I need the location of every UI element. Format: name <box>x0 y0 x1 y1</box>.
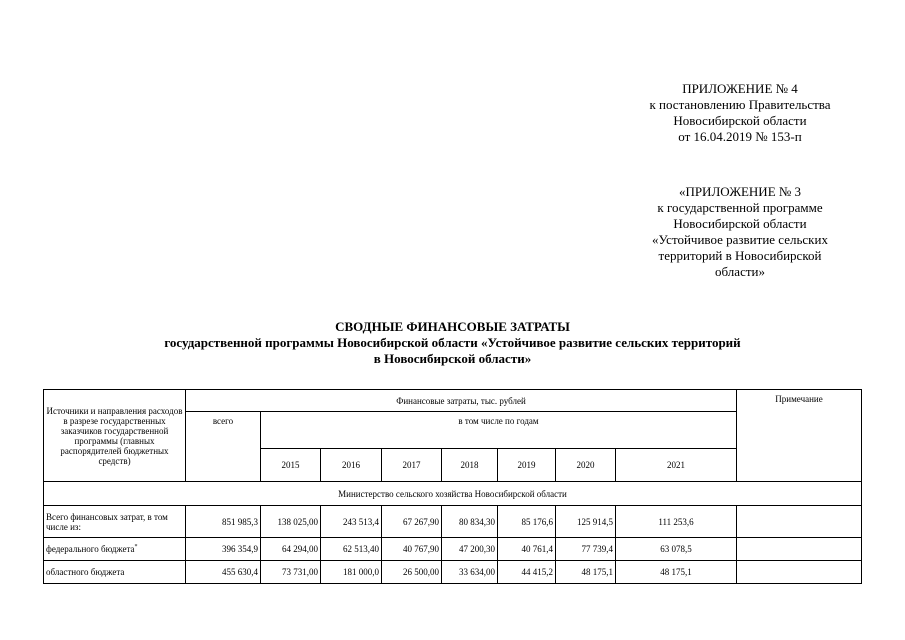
row-value: 48 175,1 <box>556 561 616 584</box>
title-line-3: в Новосибирской области» <box>373 351 532 366</box>
row-label-cell <box>44 538 186 561</box>
header-financial-costs: Финансовые затраты, тыс. рублей <box>186 390 737 412</box>
row-value: 40 761,4 <box>498 538 556 561</box>
header-year: 2020 <box>556 449 616 482</box>
row-value: 85 176,6 <box>498 506 556 538</box>
document-title <box>0 319 905 367</box>
row-value: 111 253,6 <box>616 506 737 538</box>
row-label: областного бюджета <box>44 561 186 584</box>
row-total: 851 985,3 <box>186 506 261 538</box>
row-value: 64 294,00 <box>261 538 321 561</box>
appendix-3-line-5: территорий в Новосибирской <box>658 248 822 263</box>
appendix-4-line-2: к постановлению Правительства <box>649 97 831 112</box>
table-row <box>44 561 862 584</box>
row-value: 26 500,00 <box>382 561 442 584</box>
row-value: 67 267,90 <box>382 506 442 538</box>
row-value: 73 731,00 <box>261 561 321 584</box>
header-note: Примечание <box>737 390 862 482</box>
header-year: 2015 <box>261 449 321 482</box>
row-value: 181 000,0 <box>321 561 382 584</box>
title-line-2: государственной программы Новосибирской области «Устойчивое развитие сельских территорий <box>164 335 741 350</box>
row-value: 44 415,2 <box>498 561 556 584</box>
row-value: 125 914,5 <box>556 506 616 538</box>
header-year: 2021 <box>616 449 737 482</box>
row-label: Всего финансовых затрат, в том числе из: <box>44 506 186 538</box>
row-value: 62 513,40 <box>321 538 382 561</box>
row-total: 455 630,4 <box>186 561 261 584</box>
row-note <box>737 538 862 561</box>
appendix-4-line-4: от 16.04.2019 № 153-п <box>678 129 802 144</box>
appendix-3-line-1: «ПРИЛОЖЕНИЕ № 3 <box>678 184 802 199</box>
row-value: 80 834,30 <box>442 506 498 538</box>
table-row <box>44 538 862 561</box>
appendix-3-line-4: «Устойчивое развитие сельских <box>652 232 828 247</box>
header-year: 2017 <box>382 449 442 482</box>
appendix-3-line-6: области» <box>715 264 765 279</box>
header-by-years: в том числе по годам <box>261 412 737 449</box>
row-value: 47 200,30 <box>442 538 498 561</box>
row-total: 396 354,9 <box>186 538 261 561</box>
financial-costs-table <box>43 389 862 584</box>
row-value: 40 767,90 <box>382 538 442 561</box>
appendix-4-line-1: ПРИЛОЖЕНИЕ № 4 <box>682 81 798 96</box>
section-ministry: Министерство сельского хозяйства Новосибирской области <box>44 482 862 506</box>
footnote-marker: * <box>134 544 138 550</box>
appendix-4-line-3: Новосибирской области <box>673 113 807 128</box>
row-value: 138 025,00 <box>261 506 321 538</box>
header-total: всего <box>186 412 261 482</box>
row-value: 63 078,5 <box>616 538 737 561</box>
row-note <box>737 561 862 584</box>
appendix-4-header <box>600 81 880 145</box>
table-row <box>44 506 862 538</box>
row-value: 77 739,4 <box>556 538 616 561</box>
appendix-3-line-3: Новосибирской области <box>673 216 807 231</box>
row-label: федерального бюджета <box>46 544 135 554</box>
header-source: Источники и направления расходов в разрезе государственных заказчиков государственной программы (главных распорядителей бюджетных средств) <box>44 390 186 482</box>
row-note <box>737 506 862 538</box>
row-value: 33 634,00 <box>442 561 498 584</box>
row-value: 48 175,1 <box>616 561 737 584</box>
appendix-3-header <box>600 184 880 280</box>
header-year: 2016 <box>321 449 382 482</box>
header-year: 2019 <box>498 449 556 482</box>
title-line-1: СВОДНЫЕ ФИНАНСОВЫЕ ЗАТРАТЫ <box>335 319 570 334</box>
appendix-3-line-2: к государственной программе <box>657 200 823 215</box>
header-year: 2018 <box>442 449 498 482</box>
row-value: 243 513,4 <box>321 506 382 538</box>
